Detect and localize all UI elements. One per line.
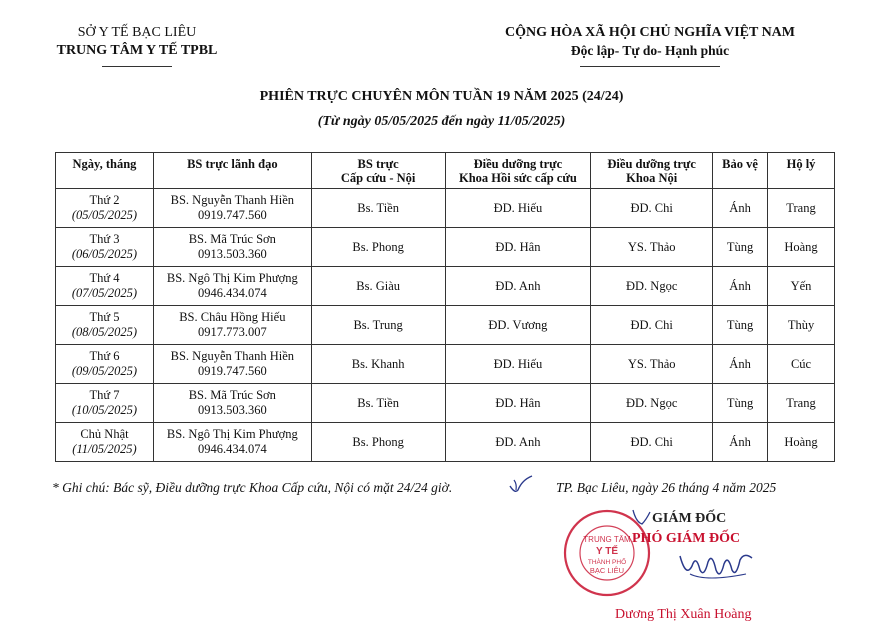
header-leader: BS trực lãnh đạo [153, 153, 311, 189]
motto: Độc lập- Tự do- Hạnh phúc [570, 43, 730, 58]
cell-leader: BS. Mã Trúc Sơn 0913.503.360 [153, 228, 311, 267]
country-name: CỘNG HÒA XÃ HỘI CHỦ NGHĨA VIỆT NAM [504, 25, 795, 40]
cell-er-doctor: Bs. Tiền [311, 384, 445, 423]
cell-orderly: Hoàng [768, 423, 835, 462]
table-row [56, 189, 835, 228]
cell-guard: Ánh [713, 189, 768, 228]
svg-text:TRUNG TÂM: TRUNG TÂM [583, 535, 631, 544]
table-row [56, 384, 835, 423]
svg-text:THÀNH PHỐ: THÀNH PHỐ [587, 559, 627, 566]
duty-roster-table [55, 152, 835, 462]
cell-icu-nurse: ĐD. Anh [445, 423, 591, 462]
cell-icu-nurse: ĐD. Anh [445, 267, 591, 306]
cell-er-doctor: Bs. Giàu [311, 267, 445, 306]
cell-leader: BS. Ngô Thị Kim Phượng 0946.434.074 [153, 267, 311, 306]
issuing-authority [22, 24, 252, 67]
svg-text:BẠC LIÊU: BẠC LIÊU [589, 566, 625, 575]
cell-guard: Tùng [713, 228, 768, 267]
cell-date: Thứ 3 (06/05/2025) [56, 228, 154, 267]
cell-er-doctor: Bs. Tiền [311, 189, 445, 228]
cell-date: Thứ 6 (09/05/2025) [56, 345, 154, 384]
table-row [56, 228, 835, 267]
cell-icu-nurse: ĐD. Vương [445, 306, 591, 345]
cell-date: Thứ 2 (05/05/2025) [56, 189, 154, 228]
header-guard: Bảo vệ [713, 153, 768, 189]
cell-guard: Tùng [713, 306, 768, 345]
header-date: Ngày, tháng [56, 153, 154, 189]
signer-name: Dương Thị Xuân Hoàng [615, 607, 752, 622]
cell-leader: BS. Ngô Thị Kim Phượng 0946.434.074 [153, 423, 311, 462]
director-title: GIÁM ĐỐC [652, 511, 727, 526]
handwritten-mark [630, 508, 652, 528]
cell-orderly: Thùy [768, 306, 835, 345]
header-icu-nurse: Điều dưỡng trực Khoa Hồi sức cấp cứu [445, 153, 591, 189]
cell-date: Thứ 7 (10/05/2025) [56, 384, 154, 423]
cell-orderly: Yến [768, 267, 835, 306]
cell-orderly: Hoàng [768, 228, 835, 267]
cell-internal-nurse: ĐD. Chi [591, 306, 713, 345]
cell-internal-nurse: ĐD. Ngọc [591, 267, 713, 306]
cell-leader: BS. Nguyễn Thanh Hiền 0919.747.560 [153, 189, 311, 228]
divider [580, 66, 720, 67]
handwritten-check-mark [508, 474, 534, 496]
cell-guard: Ánh [713, 267, 768, 306]
cell-er-doctor: Bs. Khanh [311, 345, 445, 384]
document-subtitle: (Từ ngày 05/05/2025 đến ngày 11/05/2025) [317, 114, 566, 129]
cell-guard: Ánh [713, 423, 768, 462]
cell-er-doctor: Bs. Phong [311, 423, 445, 462]
cell-date: Thứ 5 (08/05/2025) [56, 306, 154, 345]
cell-internal-nurse: ĐD. Chi [591, 189, 713, 228]
cell-date: Thứ 4 (07/05/2025) [56, 267, 154, 306]
table-row [56, 345, 835, 384]
table-header-row [56, 153, 835, 189]
cell-icu-nurse: ĐD. Hiếu [445, 189, 591, 228]
national-motto [470, 24, 830, 67]
cell-leader: BS. Nguyễn Thanh Hiền 0919.747.560 [153, 345, 311, 384]
cell-er-doctor: Bs. Phong [311, 228, 445, 267]
footnote: * Ghi chú: Bác sỹ, Điều dưỡng trực Khoa Cấp cứu, Nội có mặt 24/24 giờ. [52, 480, 453, 495]
table-row [56, 267, 835, 306]
cell-internal-nurse: ĐD. Chi [591, 423, 713, 462]
cell-internal-nurse: YS. Thảo [591, 345, 713, 384]
vice-director-title: PHÓ GIÁM ĐỐC [632, 531, 741, 546]
center-name: TRUNG TÂM Y TẾ TPBL [56, 43, 218, 58]
table-row [56, 423, 835, 462]
cell-leader: BS. Mã Trúc Sơn 0913.503.360 [153, 384, 311, 423]
cell-guard: Ánh [713, 345, 768, 384]
svg-text:Y TẾ: Y TẾ [595, 546, 619, 557]
handwritten-signature [676, 548, 756, 584]
cell-date: Chủ Nhật (11/05/2025) [56, 423, 154, 462]
place-and-date: TP. Bạc Liêu, ngày 26 tháng 4 năm 2025 [556, 480, 777, 495]
divider [102, 66, 172, 67]
cell-icu-nurse: ĐD. Hân [445, 384, 591, 423]
cell-leader: BS. Châu Hồng Hiếu 0917.773.007 [153, 306, 311, 345]
header-internal-nurse: Điều dưỡng trực Khoa Nội [591, 153, 713, 189]
cell-orderly: Trang [768, 384, 835, 423]
document-title: PHIÊN TRỰC CHUYÊN MÔN TUẦN 19 NĂM 2025 (24/24) [259, 89, 624, 104]
department-name: SỞ Y TẾ BẠC LIÊU [77, 25, 197, 40]
table-row [56, 306, 835, 345]
cell-internal-nurse: YS. Thảo [591, 228, 713, 267]
cell-guard: Tùng [713, 384, 768, 423]
header-er-doctor: BS trực Cấp cứu - Nội [311, 153, 445, 189]
cell-icu-nurse: ĐD. Hân [445, 228, 591, 267]
cell-orderly: Trang [768, 189, 835, 228]
cell-icu-nurse: ĐD. Hiếu [445, 345, 591, 384]
cell-internal-nurse: ĐD. Ngọc [591, 384, 713, 423]
cell-er-doctor: Bs. Trung [311, 306, 445, 345]
cell-orderly: Cúc [768, 345, 835, 384]
header-orderly: Hộ lý [768, 153, 835, 189]
